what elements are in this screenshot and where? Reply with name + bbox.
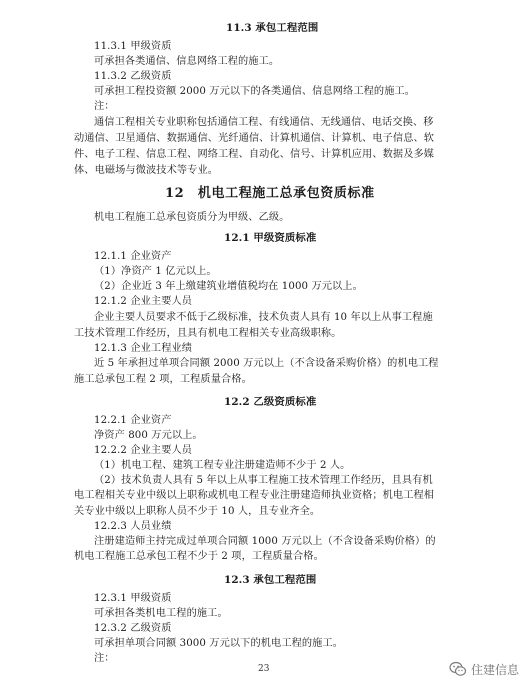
text-line: 净资产 800 万元以上。 [94, 430, 203, 441]
text-line: 可承担各类通信、信息网络工程的施工。 [94, 56, 280, 67]
page-number: 23 [258, 664, 270, 674]
text-line: 可承担各类机电工程的施工。 [94, 608, 228, 619]
chapter-heading-12: 12 机电工程施工总承包资质标准 [165, 186, 375, 201]
section-heading-12-3: 12.3 承包工程范围 [224, 574, 317, 586]
text-line: 12.3.1 甲级资质 [94, 593, 172, 604]
text-line: 体、电磁场与微波技术等专业。 [74, 165, 219, 176]
text-line: 12.3.2 乙级资质 [94, 623, 172, 634]
text-line: 电工程相关专业中级以上职称或机电工程专业注册建造师执业资格；机电工程相 [74, 490, 435, 501]
text-line: 11.3.2 乙级资质 [94, 71, 172, 82]
text-line: （2）技术负责人具有 5 年以上从事工程施工技术管理工作经历，且具有机 [94, 475, 433, 486]
text-line: 12.1.3 企业工程业绩 [94, 343, 193, 354]
text-line: 通信工程相关专业职称包括通信工程、有线通信、无线通信、电话交换、移 [94, 117, 434, 128]
text-line: 11.3.1 甲级资质 [94, 41, 172, 52]
text-line: 注册建造师主持完成过单项合同额 1000 万元以上（不含设备采购价格）的 [94, 536, 436, 547]
text-line: 12.1.1 企业资产 [94, 251, 172, 262]
watermark-text: 住建信息 [470, 662, 519, 677]
section-heading-12-2: 12.2 乙级资质标准 [224, 396, 317, 408]
section-heading-11-3: 11.3 承包工程范围 [226, 22, 319, 34]
text-line: 机电工程施工总承包工程不少于 2 项，工程质量合格。 [74, 551, 324, 562]
text-line: （1）净资产 1 亿元以上。 [94, 266, 217, 277]
wechat-icon [449, 660, 467, 678]
text-line: （1）机电工程、建筑工程专业注册建造师不少于 2 人。 [94, 460, 351, 471]
text-line: 12.2.2 企业主要人员 [94, 445, 193, 456]
text-line: 动通信、卫星通信、数据通信、光纤通信、计算机通信、计算机、电子信息、软 [74, 133, 435, 144]
text-line: 可承担单项合同额 3000 万元以下的机电工程的施工。 [94, 638, 344, 649]
text-line: 施工总承包工程 2 项，工程质量合格。 [74, 374, 252, 385]
text-line: 注： [94, 653, 115, 664]
text-line: 12.2.3 人员业绩 [94, 521, 172, 532]
text-line: 工技术管理工作经历，且具有机电工程相关专业高级职称。 [74, 328, 342, 339]
text-line: 12.2.1 企业资产 [94, 415, 172, 426]
text-line: 注： [94, 101, 115, 112]
text-line: 企业主要人员要求不低于乙级标准，技术负责人具有 10 年以上从事工程施 [94, 312, 433, 323]
text-line: 近 5 年承担过单项合同额 2000 万元以上（不含设备采购价格）的机电工程 [94, 358, 439, 369]
watermark [449, 660, 519, 678]
text-line: 可承担工程投资额 2000 万元以下的各类通信、信息网络工程的施工。 [94, 86, 416, 97]
text-line: 机电工程施工总承包资质分为甲级、乙级。 [94, 212, 290, 223]
text-line: （2）企业近 3 年上缴建筑业增值税均在 1000 万元以上。 [94, 281, 363, 292]
section-heading-12-1: 12.1 甲级资质标准 [224, 232, 317, 244]
text-line: 关专业中级以上职称人员不少于 10 人，且专业齐全。 [74, 506, 321, 517]
text-line: 件、电子工程、信息工程、网络工程、自动化、信号、计算机应用、数据及多媒 [74, 149, 435, 160]
text-line: 12.1.2 企业主要人员 [94, 296, 193, 307]
